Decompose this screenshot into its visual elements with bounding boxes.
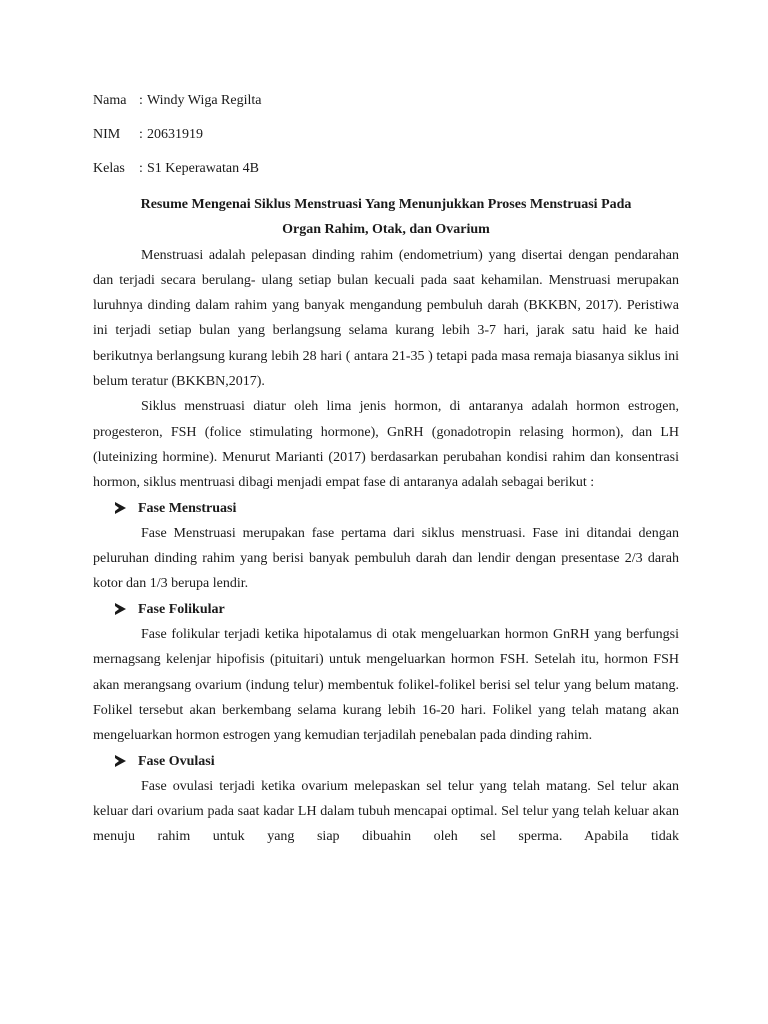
section-heading-ovulasi [93,749,679,774]
section-heading-menstruasi [93,496,679,521]
nim-row [93,118,679,152]
name-separator: : [139,93,143,109]
document-page [93,84,679,850]
section-heading-folikular [93,597,679,622]
title-line-2: Organ Rahim, Otak, dan Ovarium [282,222,490,238]
class-value: S1 Keperawatan 4B [147,161,259,177]
name-value: Windy Wiga Regilta [147,93,262,109]
intro-paragraph-1: Menstruasi adalah pelepasan dinding rahim (endometrium) yang disertai dengan pendarahan dan terjadi secara berulang- ulang setiap bulan kecuali pada saat kehamilan. Menstruasi merupakan luruhnya dinding dalam rahim yang banyak mengandung pembuluh darah (BKKBN, 2017). Peristiwa ini terjadi setiap bulan yang berlangsung selama kurang lebih 3-7 hari, jarak satu haid ke haid berikutnya berlangsung kurang lebih 28 hari ( antara 21-35 ) tetapi pada masa remaja biasanya siklus ini belum teratur (BKKBN,2017). [93,247,679,390]
intro-paragraph-2: Siklus menstruasi diatur oleh lima jenis hormon, di antaranya adalah hormon estrogen, progesteron, FSH (folice stimulating hormone), GnRH (gonadotropin relasing hormon), dan LH (luteinizing hormine). Menurut Marianti (2017) berdasarkan perubahan kondisi rahim dan konsentrasi hormon, siklus mentruasi dibagi menjadi empat fase di antaranya adalah sebagai berikut : [93,399,679,491]
class-row [93,152,679,186]
arrowhead-bullet-icon [115,755,126,767]
class-separator: : [139,161,143,177]
name-row [93,84,679,118]
section-text-menstruasi: Fase Menstruasi merupakan fase pertama dari siklus menstruasi. Fase ini ditandai dengan peluruhan dinding rahim yang berisi banyak pembuluh darah dan lendir dengan presentase 2/3 darah kotor dan 1/3 berupa lendir. [93,525,679,592]
section-text-ovulasi: Fase ovulasi terjadi ketika ovarium melepaskan sel telur yang telah matang. Sel telur akan keluar dari ovarium pada saat kadar LH dalam tubuh mencapai optimal. Sel telur yang telah keluar akan menuju rahim untuk yang siap dibuahin oleh sel sperma. Apabila tidak [93,778,679,845]
section-heading-label: Fase Menstruasi [138,500,237,516]
name-label: Nama [93,93,127,109]
arrowhead-bullet-icon [115,603,126,615]
section-text-folikular: Fase folikular terjadi ketika hipotalamus di otak mengeluarkan hormon GnRH yang berfungsi mernagsang kelenjar hipofisis (pituitari) untuk mengeluarkan hormon FSH. Setelah itu, hormon FSH akan merangsang ovarium (indung telur) membentuk folikel-folikel berisi sel telur yang belum matang. Folikel tersebut akan berkembang selama kurang lebih 16-20 hari. Folikel yang telah matang akan mengeluarkan hormon estrogen yang kemudian terjadilah penebalan pada dinding rahim. [93,627,679,744]
section-heading-label: Fase Folikular [138,601,225,617]
section-heading-label: Fase Ovulasi [138,753,215,769]
nim-separator: : [139,127,143,143]
document-title [93,192,679,243]
title-line-1: Resume Mengenai Siklus Menstruasi Yang Menunjukkan Proses Menstruasi Pada [140,197,632,212]
class-label: Kelas [93,161,125,177]
nim-label: NIM [93,127,121,143]
arrowhead-bullet-icon [115,502,126,514]
nim-value: 20631919 [147,127,203,143]
